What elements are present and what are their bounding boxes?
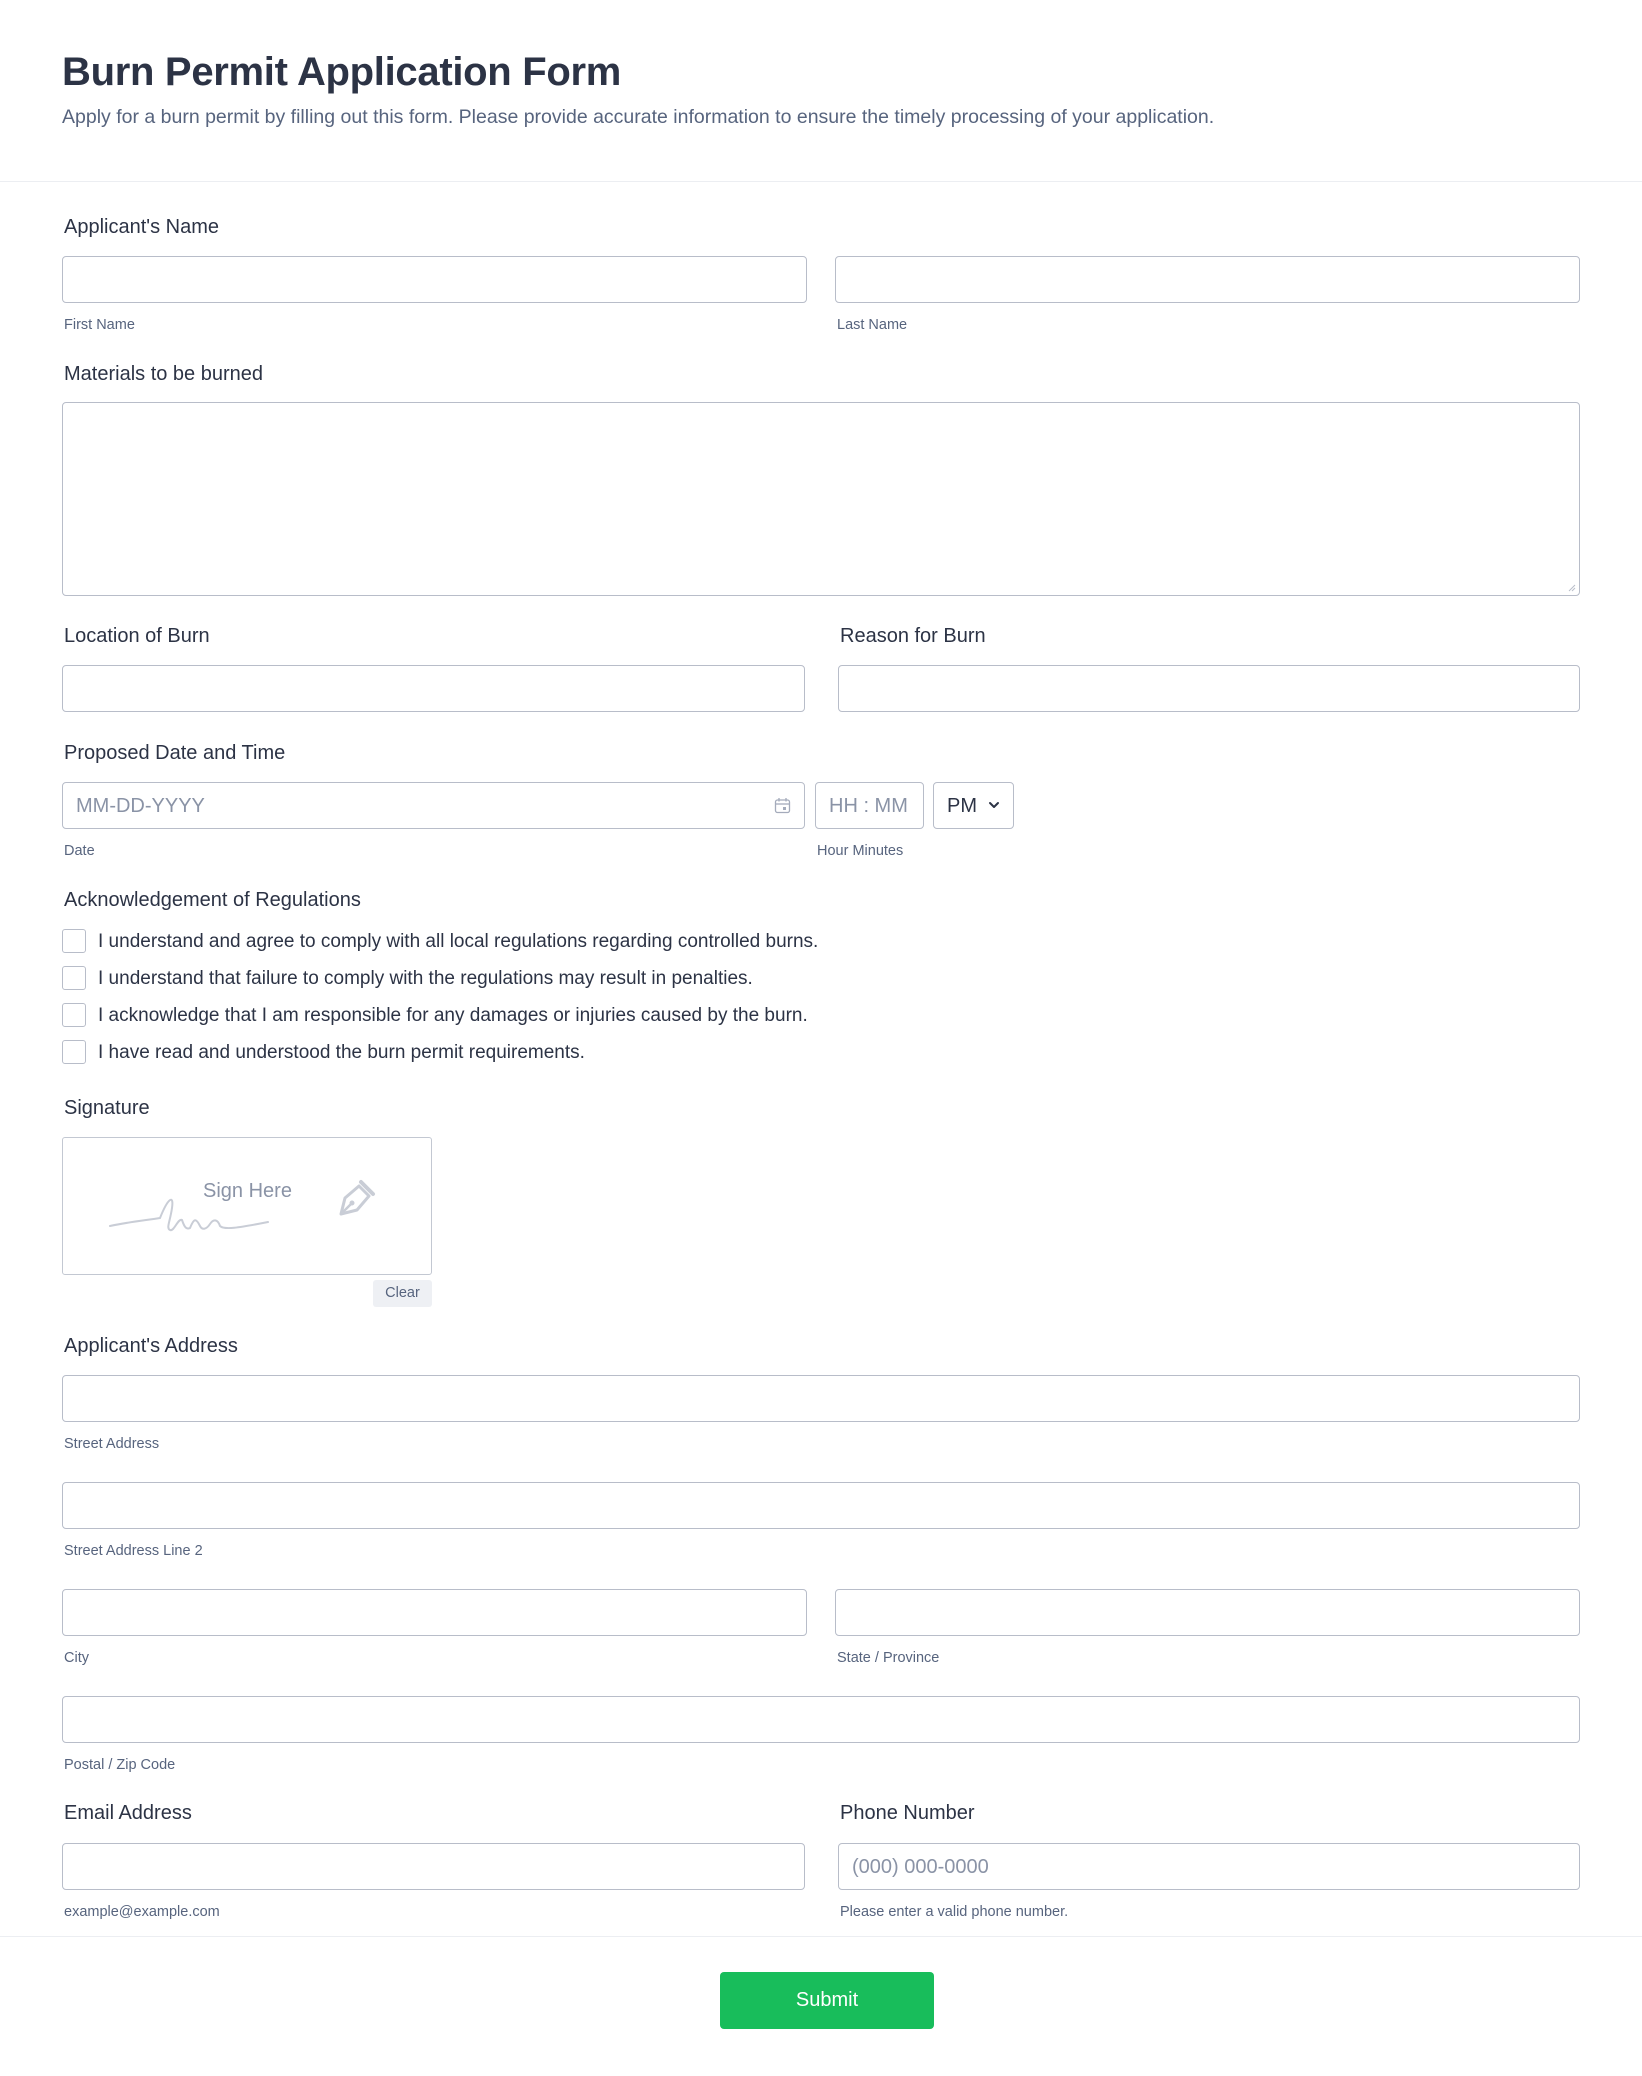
- chevron-down-icon: [987, 798, 1001, 812]
- phone-placeholder: (000) 000-0000: [852, 1856, 989, 1878]
- checkbox-label: I have read and understood the burn permit requirements.: [98, 1042, 585, 1063]
- reason-label: Reason for Burn: [840, 625, 986, 647]
- date-input[interactable]: [62, 782, 805, 829]
- phone-sublabel: Please enter a valid phone number.: [840, 1904, 1069, 1920]
- calendar-icon[interactable]: [774, 797, 791, 814]
- signature-scribble-icon: [108, 1178, 288, 1234]
- ampm-value: PM: [947, 795, 977, 817]
- time-sublabel: Hour Minutes: [817, 843, 904, 859]
- time-placeholder: HH : MM: [829, 795, 908, 817]
- state-input[interactable]: [835, 1589, 1580, 1636]
- date-sublabel: Date: [64, 843, 95, 859]
- location-label: Location of Burn: [64, 625, 210, 647]
- checkbox-label: I understand and agree to comply with all local regulations regarding controlled burns.: [98, 931, 819, 952]
- checkbox[interactable]: [62, 966, 86, 990]
- street-address-line2-input[interactable]: [62, 1482, 1580, 1529]
- phone-input[interactable]: [838, 1843, 1580, 1890]
- checkbox-label: I acknowledge that I am responsible for any damages or injuries caused by the burn.: [98, 1005, 808, 1026]
- materials-textarea[interactable]: [62, 402, 1580, 596]
- ampm-select[interactable]: [933, 782, 1014, 829]
- applicant-name-label: Applicant's Name: [64, 216, 219, 238]
- last-name-sublabel: Last Name: [837, 317, 908, 333]
- city-sublabel: City: [64, 1650, 89, 1666]
- location-input[interactable]: [62, 665, 805, 712]
- form-subtitle: Apply for a burn permit by filling out this form. Please provide accurate information to ensure the timely processing of your application.: [62, 106, 1215, 128]
- acknowledgement-label: Acknowledgement of Regulations: [64, 889, 361, 911]
- form-title: Burn Permit Application Form: [62, 50, 622, 94]
- pen-nib-icon: [333, 1178, 377, 1218]
- first-name-sublabel: First Name: [64, 317, 135, 333]
- signature-pad[interactable]: [62, 1137, 432, 1275]
- form-header: [0, 0, 1642, 182]
- materials-label: Materials to be burned: [64, 363, 264, 385]
- submit-button[interactable]: Submit: [720, 1972, 934, 2029]
- time-input[interactable]: [815, 782, 924, 829]
- postal-code-input[interactable]: [62, 1696, 1580, 1743]
- street-address-input[interactable]: [62, 1375, 1580, 1422]
- email-sublabel: example@example.com: [64, 1904, 220, 1920]
- signature-placeholder: Sign Here: [203, 1180, 292, 1202]
- email-label: Email Address: [64, 1802, 192, 1824]
- street-address-sublabel: Street Address: [64, 1436, 160, 1452]
- resize-handle-icon[interactable]: [1566, 582, 1576, 592]
- postal-code-sublabel: Postal / Zip Code: [64, 1757, 176, 1773]
- checkbox[interactable]: [62, 1003, 86, 1027]
- first-name-input[interactable]: [62, 256, 807, 303]
- checkbox[interactable]: [62, 929, 86, 953]
- datetime-label: Proposed Date and Time: [64, 742, 286, 764]
- checkbox[interactable]: [62, 1040, 86, 1064]
- state-sublabel: State / Province: [837, 1650, 940, 1666]
- city-input[interactable]: [62, 1589, 807, 1636]
- address-label: Applicant's Address: [64, 1335, 238, 1357]
- street-address-line2-sublabel: Street Address Line 2: [64, 1543, 203, 1559]
- date-placeholder: MM-DD-YYYY: [76, 795, 205, 817]
- phone-label: Phone Number: [840, 1802, 975, 1824]
- email-input[interactable]: [62, 1843, 805, 1890]
- last-name-input[interactable]: [835, 256, 1580, 303]
- signature-clear-button[interactable]: Clear: [373, 1280, 432, 1307]
- checkbox-label: I understand that failure to comply with the regulations may result in penalties.: [98, 968, 753, 989]
- signature-label: Signature: [64, 1097, 150, 1119]
- reason-input[interactable]: [838, 665, 1580, 712]
